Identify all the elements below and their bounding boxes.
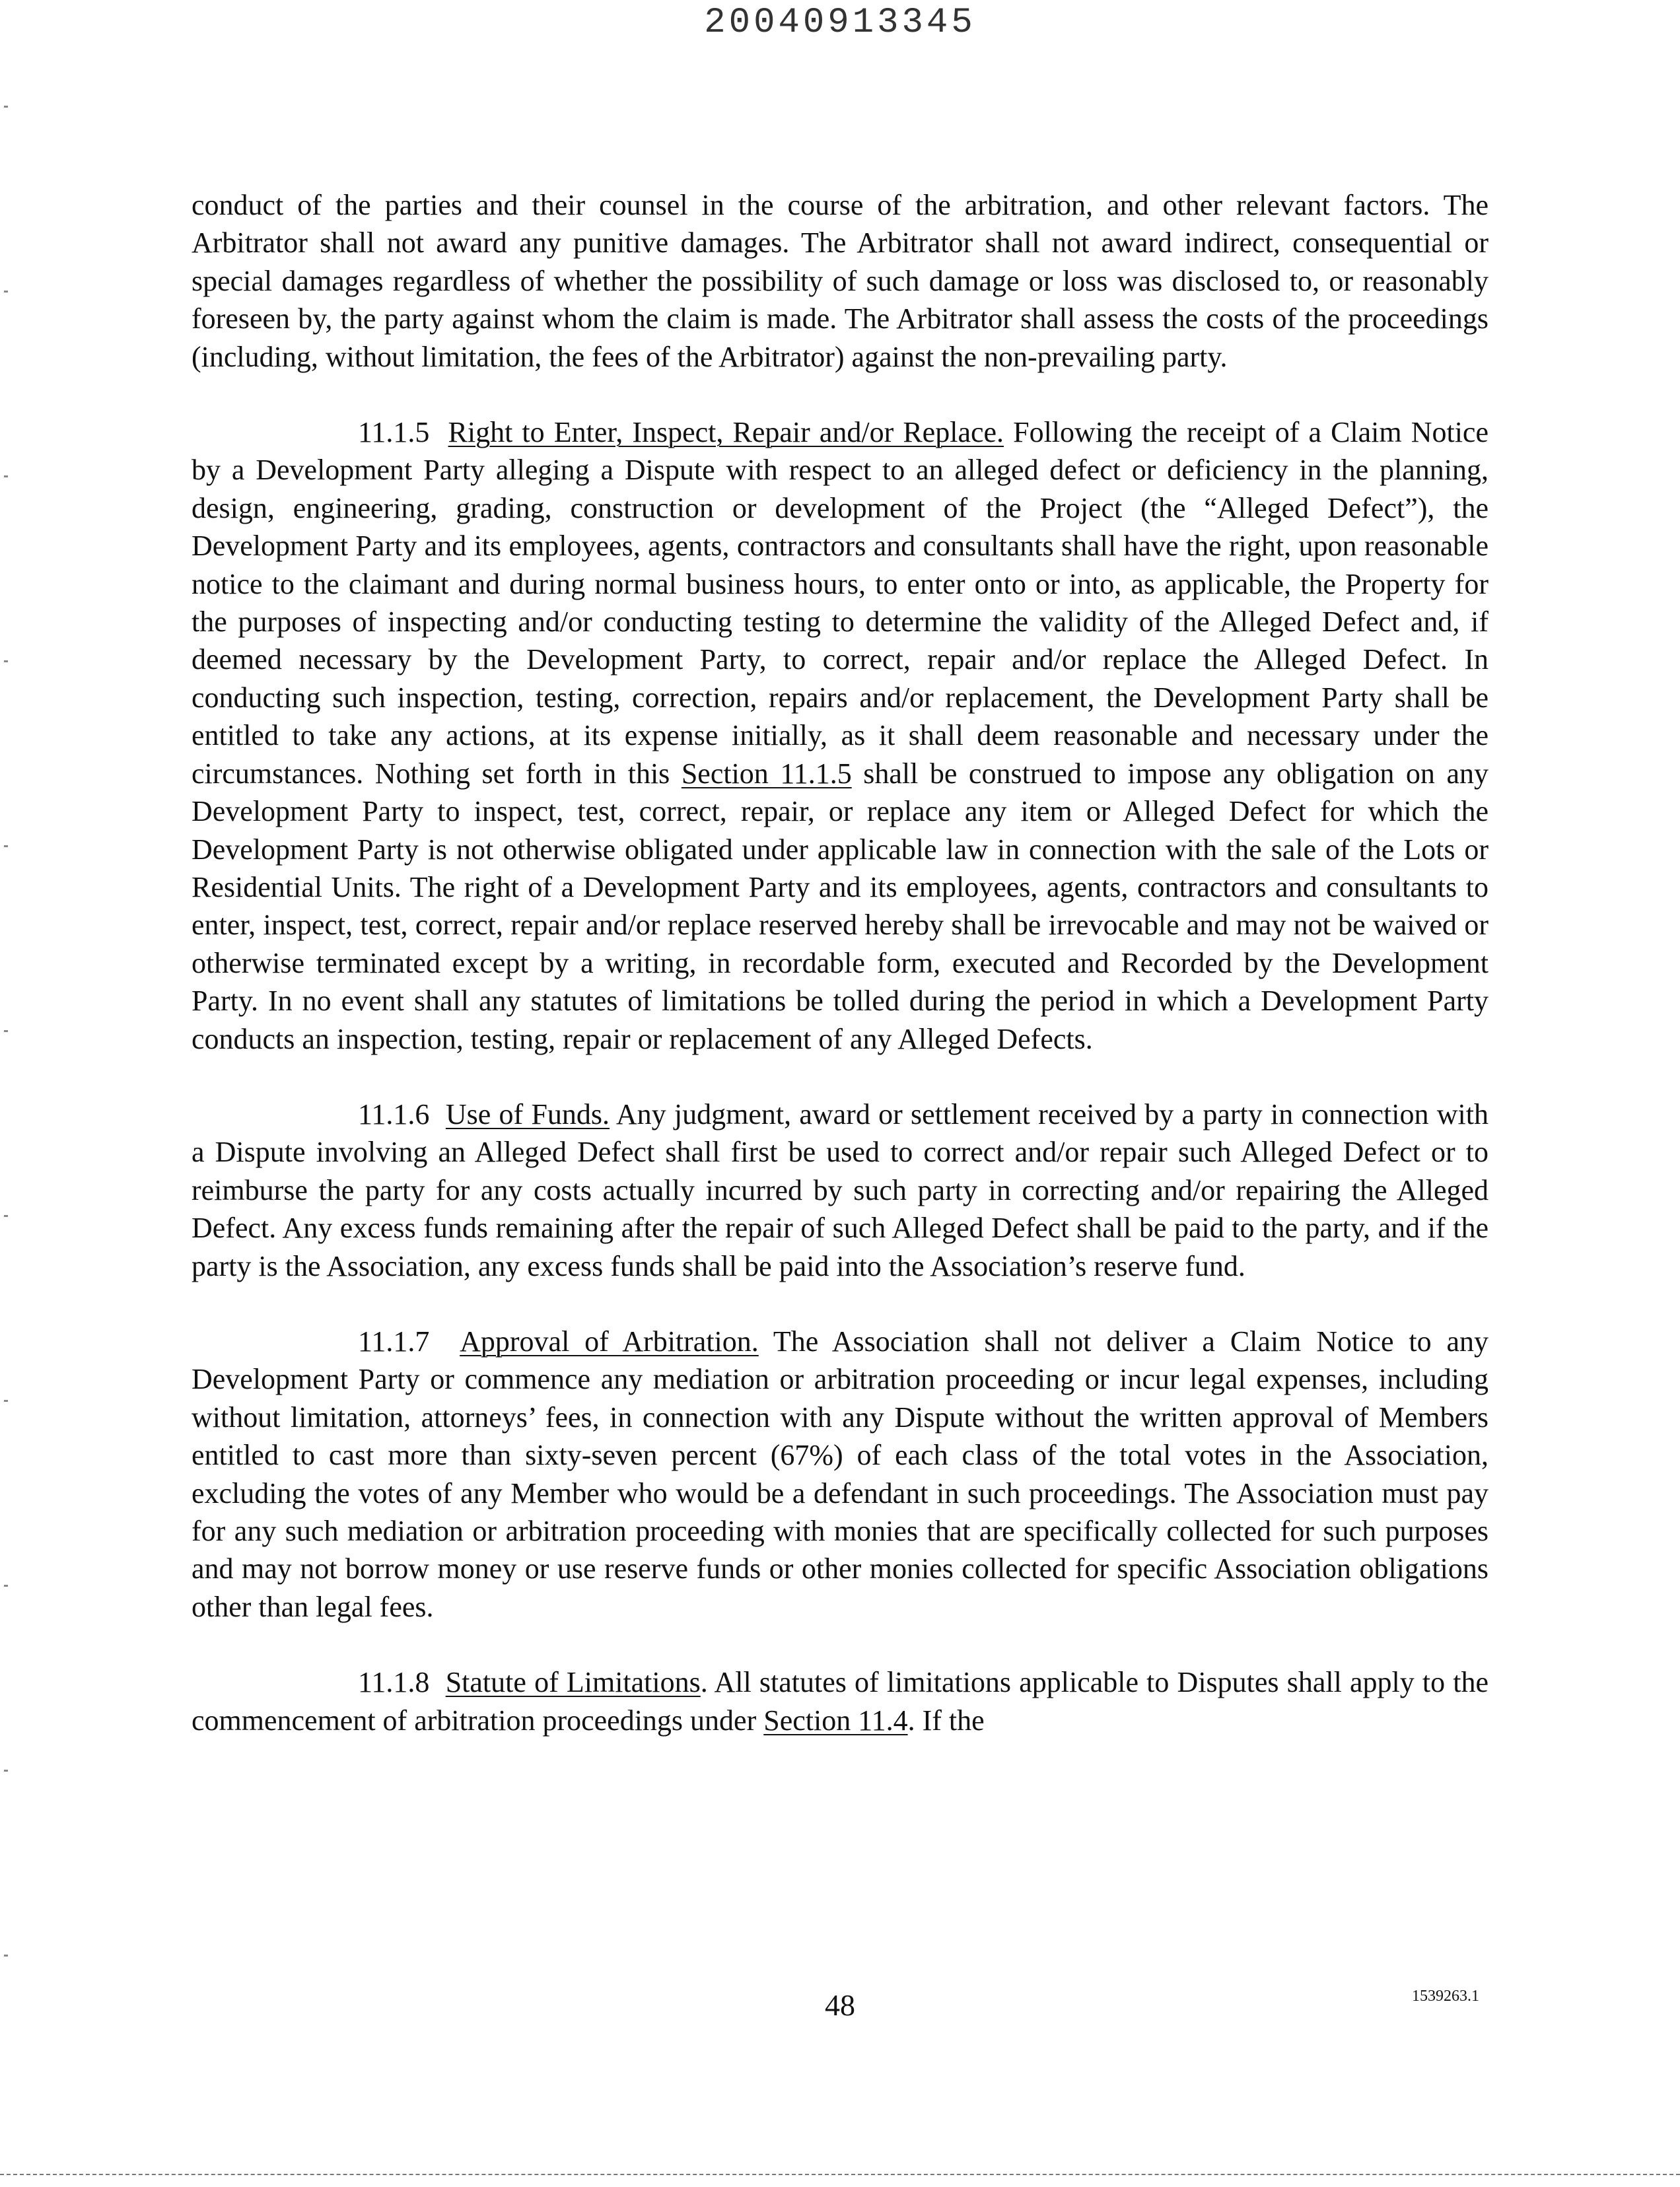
section-text: The Association shall not deliver a Claim Notice to any Development Party or commence any mediation or arbitration proceeding or incur legal expenses, including without limitation, attorneys’ fees, in connection with any Dispute without the written approval of Members entitled to cast more than sixty-seven percent (67%) of each class of the total votes in the Association, excluding the votes of any Member who would be a defendant in such proceedings. The Association must pay for any such mediation or arbitration proceeding with monies that are specifically collected for such purposes and may not borrow money or use reserve funds or other monies collected for specific Association obligations other than legal fees. <box>192 1325 1489 1623</box>
section-11-1-5 <box>192 413 1488 1058</box>
section-11-1-6 <box>192 1095 1488 1285</box>
scan-margin-mark <box>4 106 8 108</box>
scan-margin-mark <box>4 845 8 847</box>
section-heading: Statute of Limitations <box>445 1666 701 1699</box>
document-body <box>192 186 1488 1777</box>
document-stamp-number: 20040913345 <box>704 3 976 43</box>
paragraph-continuation: conduct of the parties and their counsel in the course of the arbitration, and other relevant factors. The Arbitrator shall not award any punitive damages. The Arbitrator shall not award indirect, consequential or special damages regardless of whether the possibility of such damage or loss was disclosed to, or reasonably foreseen by, the party against whom the claim is made. The Arbitrator shall assess the costs of the proceedings (including, without limitation, the fees of the Arbitrator) against the non-prevailing party. <box>192 189 1488 373</box>
scan-margin-mark <box>4 1770 8 1772</box>
scan-margin-mark <box>4 660 8 662</box>
section-number: 11.1.5 <box>358 416 430 449</box>
section-text: . All statutes of limitations applicable to Disputes shall apply to the commencement of arbitration proceedings under <box>192 1666 1489 1737</box>
scan-bottom-rule <box>0 2174 1680 2175</box>
section-11-1-7 <box>192 1323 1488 1626</box>
section-number: 11.1.6 <box>358 1097 430 1130</box>
scan-margin-mark <box>4 1215 8 1217</box>
section-11-1-8 <box>192 1663 1488 1739</box>
section-text: . If the <box>907 1704 985 1737</box>
scan-margin-mark <box>4 291 8 293</box>
document-id: 1539263.1 <box>1412 1988 1479 2005</box>
section-heading: Right to Enter, Inspect, Repair and/or Replace. <box>448 416 1004 449</box>
section-text: Any judgment, award or settlement received by a party in connection with a Dispute involving an Alleged Defect shall first be used to correct and/or repair such Alleged Defect or to reimburse the party for any costs actually incurred by such party in correcting and/or repairing the Alleged Defect. Any excess funds remaining after the repair of such Alleged Defect shall be paid to the party, and if the party is the Association, any excess funds shall be paid into the Association’s reserve fund. <box>192 1097 1488 1282</box>
section-text: shall be construed to impose any obligation on any Development Party to inspect, test, correct, repair, or replace any item or Alleged Defect for which the Development Party is not otherwise obligated under applicable law in connection with the sale of the Lots or Residential Units. The right of a Development Party and its employees, agents, contractors and consultants to enter, inspect, test, correct, repair and/or replace reserved hereby shall be irrevocable and may not be waived or otherwise terminated except by a writing, in recordable form, executed and Recorded by the Development Party. In no event shall any statutes of limitations be tolled during the period in which a Development Party conducts an inspection, testing, repair or replacement of any Alleged Defects. <box>192 757 1488 1055</box>
section-heading: Use of Funds. <box>445 1097 610 1130</box>
section-heading: Approval of Arbitration. <box>460 1325 759 1358</box>
scan-margin-mark <box>4 1400 8 1402</box>
scan-margin-mark <box>4 1030 8 1032</box>
page-number: 48 <box>825 1988 855 2022</box>
scan-margin-mark <box>4 475 8 477</box>
section-number: 11.1.8 <box>358 1666 430 1699</box>
scan-margin-mark <box>4 1955 8 1957</box>
section-number: 11.1.7 <box>358 1325 430 1358</box>
scan-margin-mark <box>4 1585 8 1587</box>
section-text: Following the receipt of a Claim Notice by a Development Party alleging a Dispute with respect to an alleged defect or deficiency in the planning, design, engineering, grading, construction or development of the Project (the “Alleged Defect”), the Development Party and its employees, agents, contractors and consultants shall have the right, upon reasonable notice to the claimant and during normal business hours, to enter onto or into, as applicable, the Property for the purposes of inspecting and/or conducting testing to determine the validity of the Alleged Defect and, if deemed necessary by the Development Party, to correct, repair and/or replace the Alleged Defect. In conducting such inspection, testing, correction, repairs and/or replacement, the Development Party shall be entitled to take any actions, at its expense initially, as it shall deem reasonable and necessary under the circumstances. Nothing set forth in this <box>192 416 1488 790</box>
section-cross-reference: Section 11.4 <box>763 1704 908 1737</box>
section-cross-reference: Section 11.1.5 <box>681 757 852 790</box>
